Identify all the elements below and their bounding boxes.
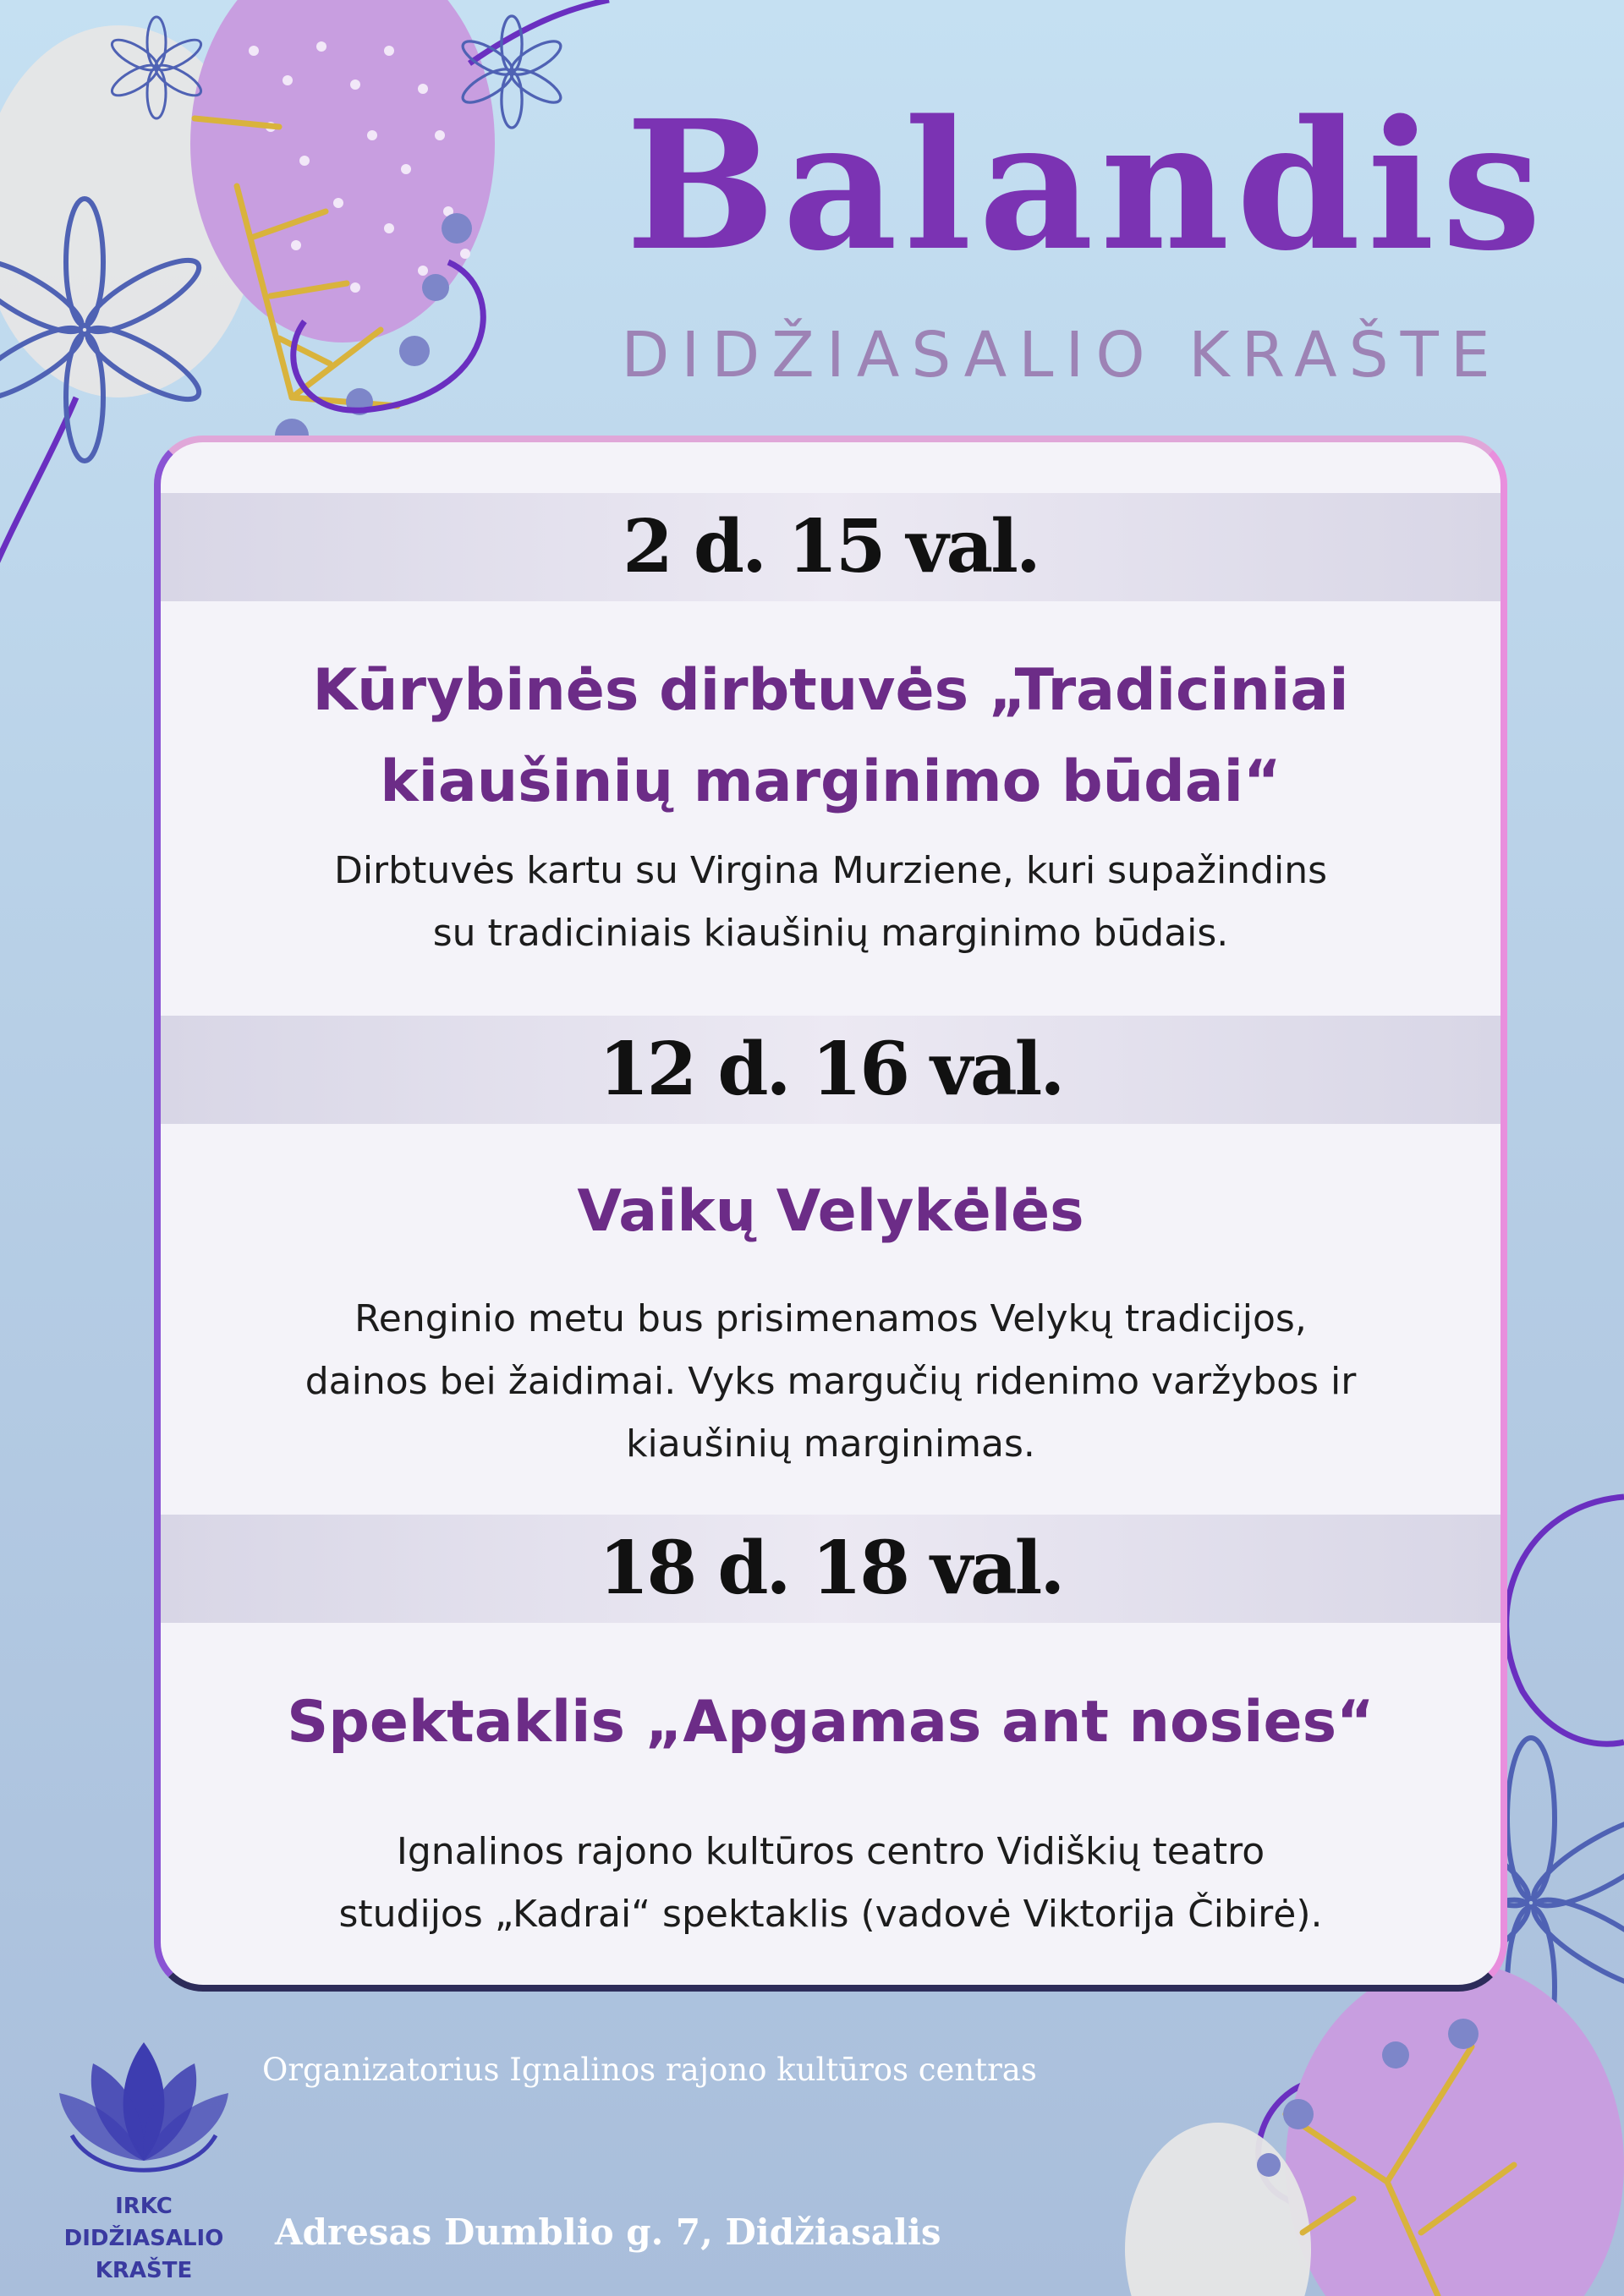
event-title-line: kiaušinių marginimo būdai“ (380, 748, 1281, 815)
event-title-line: Vaikų Velykėlės (577, 1178, 1084, 1245)
event-description-line: Dirbtuvės kartu su Virgina Murziene, kuri supažindins (333, 849, 1328, 892)
event-card (154, 436, 1507, 1992)
egg-purple-bottom-illustration (1286, 1962, 1624, 2296)
page-title: Balandis (625, 81, 1549, 290)
event-description-line: kiaušinių marginimas. (626, 1422, 1035, 1466)
page-subtitle: DIDŽIASALIO KRAŠTE (621, 319, 1502, 392)
event-description-line: studijos „Kadrai“ spektaklis (vadovė Viktorija Čibirė). (338, 1893, 1323, 1936)
lotus-logo-icon (47, 2034, 241, 2186)
event-title-line: Kūrybinės dirbtuvės „Tradiciniai (312, 657, 1349, 724)
logo-text (34, 2190, 254, 2287)
event-date: 12 d. 16 val. (598, 1027, 1063, 1112)
address-text: Adresas Dumblio g. 7, Didžiasalis (275, 2211, 941, 2253)
event-description-line: Renginio metu bus prisimenamos Velykų tradicijos, (354, 1297, 1307, 1340)
event-description-line: dainos bei žaidimai. Vyks margučių ridenimo varžybos ir (304, 1360, 1357, 1403)
logo-name: DIDŽIASALIO KRAŠTE (63, 2226, 224, 2283)
event-date: 2 d. 15 val. (623, 504, 1039, 589)
logo-abbrev: IRKC (115, 2194, 173, 2219)
event-description-line: Ignalinos rajono kultūros centro Vidiškių teatro (396, 1830, 1265, 1873)
event-description-line: su tradiciniais kiaušinių marginimo būdais. (432, 912, 1229, 955)
event-date: 18 d. 18 val. (598, 1526, 1063, 1611)
event-title-line: Spektaklis „Apgamas ant nosies“ (287, 1689, 1374, 1756)
organizer-text: Organizatorius Ignalinos rajono kultūros centras (262, 2052, 1037, 2088)
egg-gray-bottom-illustration (1125, 2123, 1311, 2296)
